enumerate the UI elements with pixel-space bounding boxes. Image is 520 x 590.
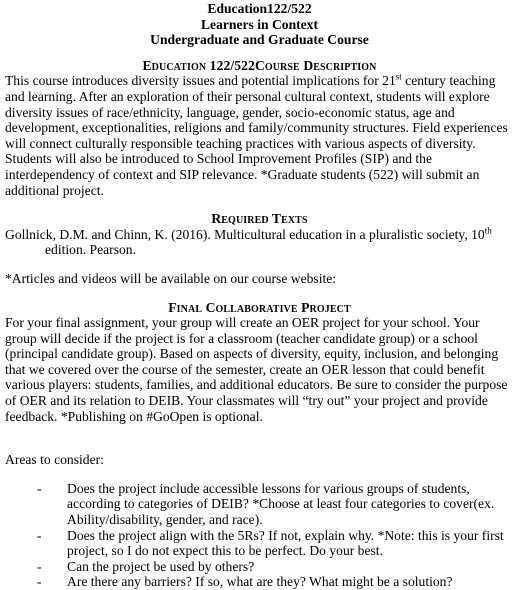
final-project-heading: Final Collaborative Project xyxy=(168,299,351,315)
citation-text-start: Gollnick, D.M. and Chinn, K. (2016). Multicultural education in a pluralistic society, 10 xyxy=(5,226,485,242)
bullet-dash: - xyxy=(37,574,42,590)
edition-suffix: th xyxy=(484,225,492,236)
areas-list xyxy=(5,481,514,590)
document-title-block xyxy=(5,0,514,48)
required-texts-heading: Required Texts xyxy=(211,211,308,227)
list-item-text: Can the project be used by others? xyxy=(67,558,255,574)
textbook-citation xyxy=(5,227,514,258)
course-description-text-rest: century teaching and learning. After an exploration of their personal cultural context, students will explore diversity issues of race/ethnicity, language, gender, socio-economic status, age and development, exceptionalities, religions and family/community structures. Field experiences will connect culturally responsible teaching practices with various aspects of diversity. Students will also be introduced to School Improvement Profiles (SIP) and the interdependency of context and SIP relevance. *Graduate students (522) will submit an additional project. xyxy=(5,73,508,198)
list-item xyxy=(37,528,514,559)
course-website-note: *Articles and videos will be available on our course website: xyxy=(5,270,337,286)
bullet-dash: - xyxy=(37,558,42,574)
bullet-dash: - xyxy=(37,480,42,496)
list-item-text: Are there any barriers? If so, what are they? What might be a solution? xyxy=(67,574,453,590)
course-description-heading: Education 122/522Course Description xyxy=(142,57,377,73)
final-project-paragraph: For your final assignment, your group will create an OER project for your school. Your group will decide if the project is for a classroom (teacher candidate group) or a school (principal candidate group). Based on aspects of diversity, equity, inclusion, and belonging that we covered over the course of the semester, create an OER lesson that could benefit various players: students, families, and additional educators. Be sure to consider the purpose of OER and its relation to DEIB. Your classmates will “try out” your project and provide feedback. *Publishing on #GoOpen is optional. xyxy=(5,315,508,424)
list-item-text: Does the project align with the 5Rs? If not, explain why. *Note: this is your first project, so I do not expect this to be perfect. Do your best. xyxy=(67,527,504,559)
course-description-text-start: This course introduces diversity issues and potential implications for 21 xyxy=(5,73,396,89)
course-title: Learners in Context xyxy=(200,16,319,32)
list-item xyxy=(37,574,514,590)
list-item xyxy=(37,481,514,528)
course-level: Undergraduate and Graduate Course xyxy=(150,32,369,48)
list-item xyxy=(37,559,514,575)
citation-text-rest: edition. Pearson. xyxy=(45,242,136,258)
course-number: Education122/522 xyxy=(207,1,312,16)
ordinal-suffix: st xyxy=(395,71,402,82)
list-item-text: Does the project include accessible lessons for various groups of students, according to categories of DEIB? *Choose at least four categories to cover(ex. Ability/disability, gender, and race). xyxy=(67,480,495,528)
bullet-dash: - xyxy=(37,527,42,543)
areas-to-consider-label: Areas to consider: xyxy=(5,452,104,468)
course-description-paragraph xyxy=(5,73,514,198)
